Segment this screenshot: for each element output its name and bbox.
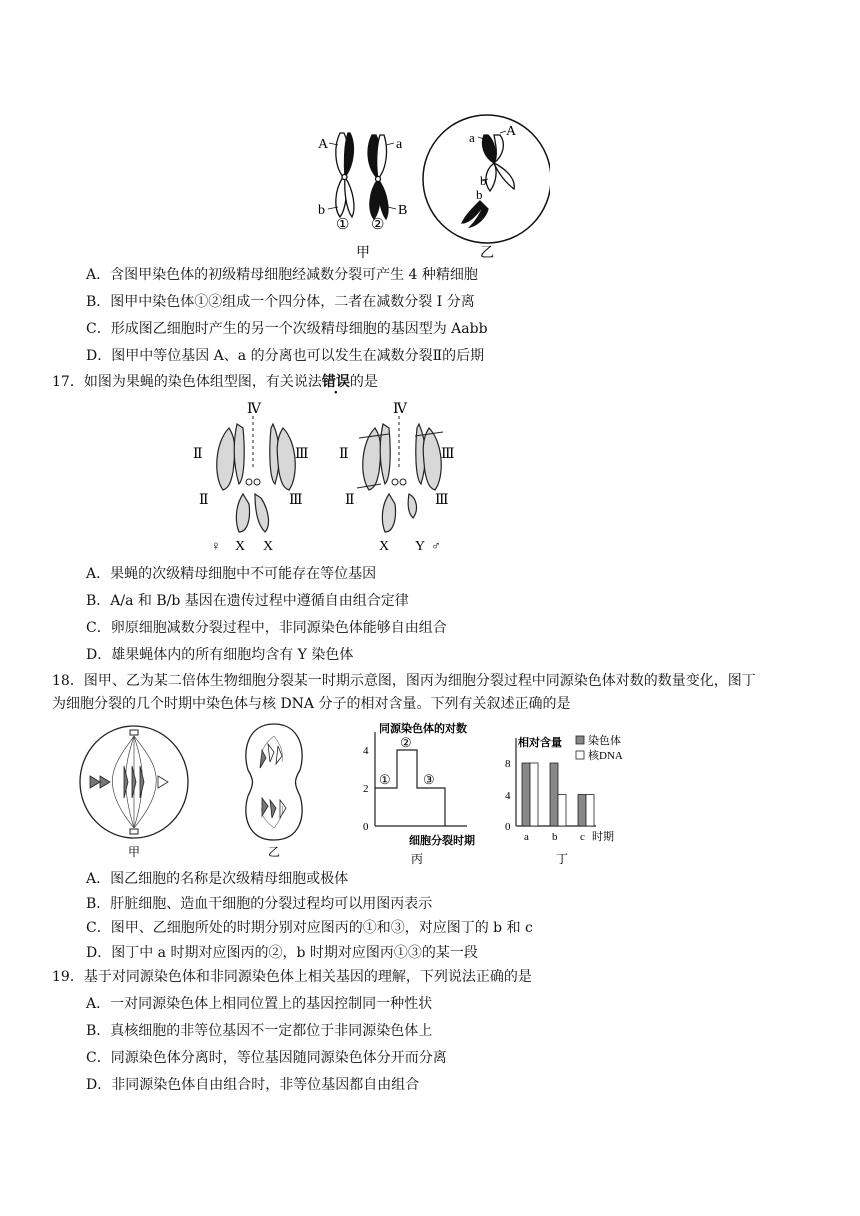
figure-q16 bbox=[300, 105, 550, 265]
q19-option-a: A．一对同源染色体上相同位置上的基因控制同一种性状 bbox=[86, 996, 433, 1012]
cell-label-b1: b bbox=[480, 173, 487, 188]
f-x2: X bbox=[263, 539, 274, 554]
f-roman-2a: Ⅱ bbox=[193, 447, 203, 462]
ding-xtick-c: c bbox=[580, 831, 585, 843]
q17-option-c: C．卵原细胞减数分裂过程中，非同源染色体能够自由组合 bbox=[86, 620, 447, 636]
ding-xlabel: 时期 bbox=[592, 831, 614, 843]
q18-stem-line1: 18．图甲、乙为某二倍体生物细胞分裂某一时期示意图，图丙为细胞分裂过程中同源染色体对数的数量变化，图丁 bbox=[52, 673, 756, 689]
q17-stem-before: 17．如图为果蝇的染色体组型图，有关说法 bbox=[52, 374, 322, 390]
label-A: A bbox=[318, 137, 329, 152]
figure-q18-bing bbox=[355, 718, 515, 868]
q17-option-d: D．雄果蝇体内的所有细胞均含有 Y 染色体 bbox=[86, 647, 354, 663]
bing-tick-0: 0 bbox=[363, 821, 369, 833]
bing-mark-3: ③ bbox=[423, 772, 435, 787]
ding-xtick-b: b bbox=[552, 831, 558, 843]
m-roman-3b: Ⅲ bbox=[435, 493, 449, 508]
m-roman-3a: Ⅲ bbox=[441, 447, 455, 462]
label-b: b bbox=[318, 203, 325, 218]
f-x1: X bbox=[235, 539, 246, 554]
bing-tick-4: 4 bbox=[363, 745, 369, 757]
caption-jia: 甲 bbox=[356, 246, 370, 261]
m-y: Y bbox=[415, 539, 426, 554]
legend-label-dna: 核DNA bbox=[588, 750, 623, 762]
bing-ylabel: 同源染色体的对数 bbox=[379, 723, 467, 735]
cell-label-b2: b bbox=[476, 187, 483, 202]
bar-a-chromosome bbox=[522, 763, 530, 826]
cell-label-a: a bbox=[469, 130, 475, 145]
q18-caption-yi: 乙 bbox=[268, 845, 281, 859]
m-roman-2b: Ⅱ bbox=[345, 493, 355, 508]
label-B: B bbox=[398, 203, 408, 218]
bar-c-chromosome bbox=[578, 795, 586, 827]
figure-q17-karyotype bbox=[185, 398, 455, 558]
figure-q18-ding bbox=[500, 718, 640, 868]
q18-option-d: D．图丁中 a 时期对应图丙的②，b 时期对应图丙①③的某一段 bbox=[86, 945, 478, 961]
legend-label-chromosome: 染色体 bbox=[588, 735, 621, 747]
q18-option-b: B．肝脏细胞、造血干细胞的分裂过程均可以用图丙表示 bbox=[86, 896, 433, 912]
m-roman-2a: Ⅱ bbox=[339, 447, 349, 462]
cell-label-A: A bbox=[506, 124, 517, 139]
q18-option-a: A．图乙细胞的名称是次级精母细胞或极体 bbox=[86, 871, 349, 887]
label-one: ① bbox=[336, 217, 350, 233]
ding-ylabel: 相对含量 bbox=[518, 737, 562, 749]
chromosome-two bbox=[368, 135, 388, 219]
m-x: X bbox=[379, 539, 390, 554]
q18-stem-line2: 为细胞分裂的几个时期中染色体与核 DNA 分子的相对含量。下列有关叙述正确的是 bbox=[52, 696, 571, 712]
q19-option-b: B．真核细胞的非等位基因不一定都位于非同源染色体上 bbox=[86, 1023, 433, 1039]
f-roman-3a: Ⅲ bbox=[295, 447, 309, 462]
q18-option-c: C．图甲、乙细胞所处的时期分别对应图丙的①和③，对应图丁的 b 和 c bbox=[86, 920, 533, 936]
bing-xlabel: 细胞分裂时期 bbox=[409, 835, 475, 847]
q16-option-c: C．形成图乙细胞时产生的另一个次级精母细胞的基因型为 Aabb bbox=[86, 321, 488, 337]
q18-caption-jia: 甲 bbox=[128, 845, 141, 859]
ding-tick-8: 8 bbox=[505, 758, 511, 770]
q16-option-a: A．含图甲染色体的初级精母细胞经减数分裂可产生 4 种精细胞 bbox=[86, 267, 478, 283]
f-roman-2b: Ⅱ bbox=[199, 493, 209, 508]
caption-yi: 乙 bbox=[480, 246, 494, 261]
m-roman-4: Ⅳ bbox=[393, 402, 407, 417]
q16-option-b: B．图甲中染色体①②组成一个四分体，二者在减数分裂 I 分离 bbox=[86, 294, 475, 310]
bing-mark-2: ② bbox=[400, 735, 412, 750]
q17-stem bbox=[52, 373, 378, 391]
f-roman-4: Ⅳ bbox=[247, 402, 261, 417]
legend-swatch-chromosome bbox=[576, 736, 584, 744]
label-a: a bbox=[396, 137, 403, 152]
q19-option-d: D．非同源染色体自由组合时，非等位基因都自由组合 bbox=[86, 1077, 420, 1093]
q16-option-d: D．图甲中等位基因 A、a 的分离也可以发生在减数分裂Ⅱ的后期 bbox=[86, 348, 485, 364]
q18-caption-ding: 丁 bbox=[556, 852, 569, 866]
legend-swatch-dna bbox=[576, 751, 584, 759]
q17-option-a: A．果蝇的次级精母细胞中不可能存在等位基因 bbox=[86, 566, 377, 582]
bing-mark-1: ① bbox=[379, 772, 391, 787]
figure-q18-jia bbox=[76, 722, 196, 862]
ding-tick-4: 4 bbox=[505, 790, 511, 802]
male-symbol: ♂ bbox=[431, 538, 441, 553]
q18-caption-bing: 丙 bbox=[411, 852, 424, 866]
female-symbol: ♀ bbox=[211, 538, 221, 553]
bar-a-dna bbox=[530, 763, 538, 826]
q17-stem-emph: 错误 bbox=[321, 374, 350, 390]
q19-option-c: C．同源染色体分离时，等位基因随同源染色体分开而分离 bbox=[86, 1050, 447, 1066]
label-two: ② bbox=[371, 217, 385, 233]
figure-q18-yi bbox=[240, 722, 310, 862]
bar-b-dna bbox=[558, 795, 566, 827]
bar-c-dna bbox=[586, 795, 594, 827]
ding-xtick-a: a bbox=[524, 831, 529, 843]
ding-tick-0: 0 bbox=[505, 821, 511, 833]
q17-stem-after: 的是 bbox=[349, 374, 378, 390]
q17-option-b: B．A/a 和 B/b 基因在遗传过程中遵循自由组合定律 bbox=[86, 593, 409, 609]
bing-tick-2: 2 bbox=[363, 783, 369, 795]
bar-b-chromosome bbox=[550, 763, 558, 826]
f-roman-3b: Ⅲ bbox=[289, 493, 303, 508]
q19-stem: 19．基于对同源染色体和非同源染色体上相关基因的理解，下列说法正确的是 bbox=[52, 969, 532, 985]
chromosome-one bbox=[336, 133, 354, 217]
